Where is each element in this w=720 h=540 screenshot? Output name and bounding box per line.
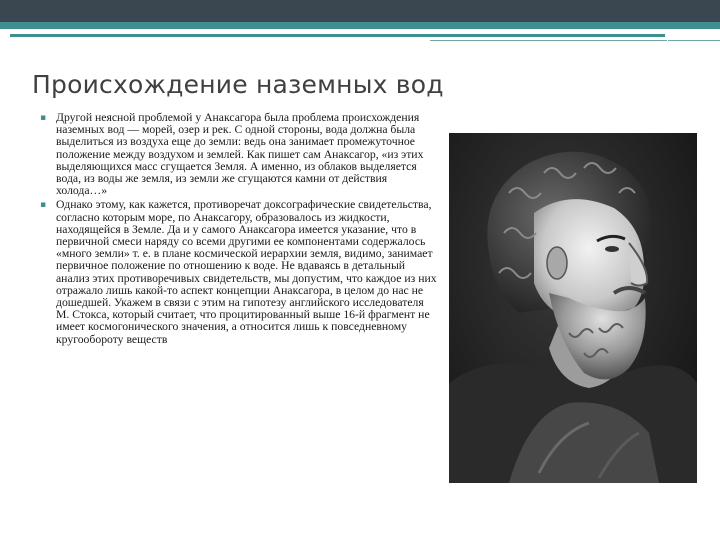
- slide-body: [40, 112, 438, 348]
- slide-title: Происхождение наземных вод: [32, 70, 444, 99]
- accent-line: [10, 34, 665, 37]
- portrait-illustration: [449, 133, 697, 483]
- accent-band: [0, 22, 720, 29]
- bullet-item: [40, 112, 438, 197]
- accent-line-thin: [430, 40, 667, 41]
- bullet-text: Другой неясной проблемой у Анаксагора была проблема происхождения наземных вод — морей, озер и рек. С одной стороны, вода должна была выделиться из воздуха еще до земли: ведь она занимает промежуточное положение между воздухом и землей. Как пишет сам Анаксагор, «из этих выделяющихся масс сгущается Земля. А именно, из облаков выделяется вода, из воды же земля, из земли же сгущаются камни от действия холода…»: [56, 111, 424, 198]
- accent-line-thin-right: [668, 40, 720, 41]
- portrait-image: [449, 133, 697, 483]
- top-bar: [0, 0, 720, 22]
- bullet-icon: ▪: [40, 200, 47, 211]
- bullet-item: [40, 199, 438, 345]
- bullet-icon: ▪: [40, 113, 47, 123]
- bullet-text: Однако этому, как кажется, противоречат доксографические свидетельства, согласно которым море, по Анаксагору, образовалось из жидкости, находящейся в Земле. Да и у самого Анаксагора имеется указание, что в первичной смеси наряду со всеми другими ее компонентами содержалось «много земли» т. е. в плане космической иерархии земля, видимо, занимает первичное положение по отношению к воде. Не вдаваясь в детальный анализ этих противоречивых свидетельств, мы допустим, что каждое из них отражало лишь какой-то аспект концепции Анаксагора, в целом до нас не дошедшей. Укажем в связи с этим на гипотезу английского исследователя М. Стокса, который считает, что процитированный выше 16-й фрагмент не имеет космогонического значения, а относится лишь к повседневному кругообороту веществ: [56, 198, 437, 346]
